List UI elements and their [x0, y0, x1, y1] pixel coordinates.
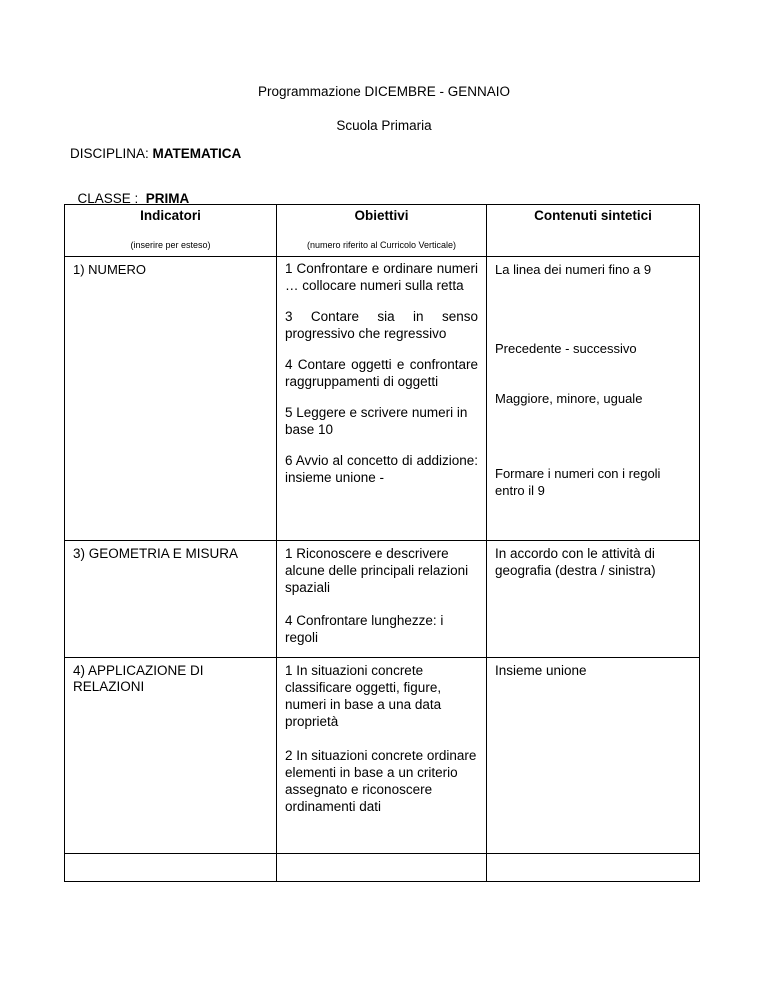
indicatore-cell [65, 257, 277, 541]
contenuti-cell [487, 541, 700, 658]
header-obiettivi [277, 205, 487, 257]
header-indicatori-title: Indicatori [140, 208, 201, 223]
header-indicatori-note: (inserire per esteso) [130, 240, 211, 250]
contenuto-item: La linea dei numeri fino a 9 [495, 262, 652, 277]
contenuto-item: Formare i numeri con i regoli entro il 9 [495, 466, 661, 498]
table-row [65, 658, 700, 854]
indicatore-text: 3) GEOMETRIA E MISURA [73, 546, 239, 561]
table-row-empty [65, 854, 700, 882]
header-indicatori [65, 205, 277, 257]
indicatore-cell [65, 658, 277, 854]
contenuti-cell [487, 257, 700, 541]
empty-cell [487, 854, 700, 882]
header-contenuti [487, 205, 700, 257]
disciplina-value: MATEMATICA [152, 146, 242, 161]
classe-value: PRIMA [145, 191, 190, 206]
table-row [65, 541, 700, 658]
obiettivi-cell [277, 257, 487, 541]
obiettivi-cell [277, 541, 487, 658]
table-header-row [65, 205, 700, 257]
school-level: Scuola Primaria [336, 118, 432, 133]
contenuto-item: In accordo con le attività di geografia (destra / sinistra) [495, 546, 656, 578]
contenuto-item: Insieme unione [495, 663, 587, 678]
disciplina-line [70, 146, 241, 161]
indicatore-text: 4) APPLICAZIONE DI RELAZIONI [73, 663, 204, 694]
empty-cell [65, 854, 277, 882]
obiettivo-item: 1 Confrontare e ordinare numeri … collocare numeri sulla retta [285, 261, 478, 293]
programming-table [64, 204, 700, 882]
document-title: Programmazione DICEMBRE - GENNAIO [257, 84, 511, 99]
obiettivo-item: 4 Confrontare lunghezze: i regoli [285, 613, 444, 645]
empty-cell [277, 854, 487, 882]
indicatore-cell [65, 541, 277, 658]
obiettivo-item: 2 In situazioni concrete ordinare elementi in base a un criterio assegnato e riconoscere ordinamenti dati [285, 748, 477, 814]
header-obiettivi-title: Obiettivi [354, 208, 409, 223]
obiettivo-item: 6 Avvio al concetto di addizione: insieme unione - [285, 453, 478, 485]
obiettivo-item: 4 Contare oggetti e confrontare raggruppamenti di oggetti [285, 357, 478, 389]
classe-label: CLASSE : [77, 191, 146, 206]
obiettivo-item: 3 Contare sia in senso progressivo che regressivo [285, 309, 478, 341]
classe-line [70, 176, 189, 206]
obiettivo-item: 5 Leggere e scrivere numeri in base 10 [285, 405, 468, 437]
contenuti-cell [487, 658, 700, 854]
obiettivi-cell [277, 658, 487, 854]
header-contenuti-title: Contenuti sintetici [534, 208, 652, 223]
obiettivo-item: 1 Riconoscere e descrivere alcune delle principali relazioni spaziali [285, 546, 469, 595]
obiettivo-item: 1 In situazioni concrete classificare oggetti, figure, numeri in base a una data proprietà [285, 663, 442, 729]
contenuto-item: Precedente - successivo [495, 341, 637, 356]
disciplina-label: DISCIPLINA: [70, 146, 153, 161]
contenuto-item: Maggiore, minore, uguale [495, 391, 643, 406]
table-row [65, 257, 700, 541]
indicatore-text: 1) NUMERO [73, 262, 146, 277]
header-obiettivi-note: (numero riferito al Curricolo Verticale) [306, 240, 457, 250]
